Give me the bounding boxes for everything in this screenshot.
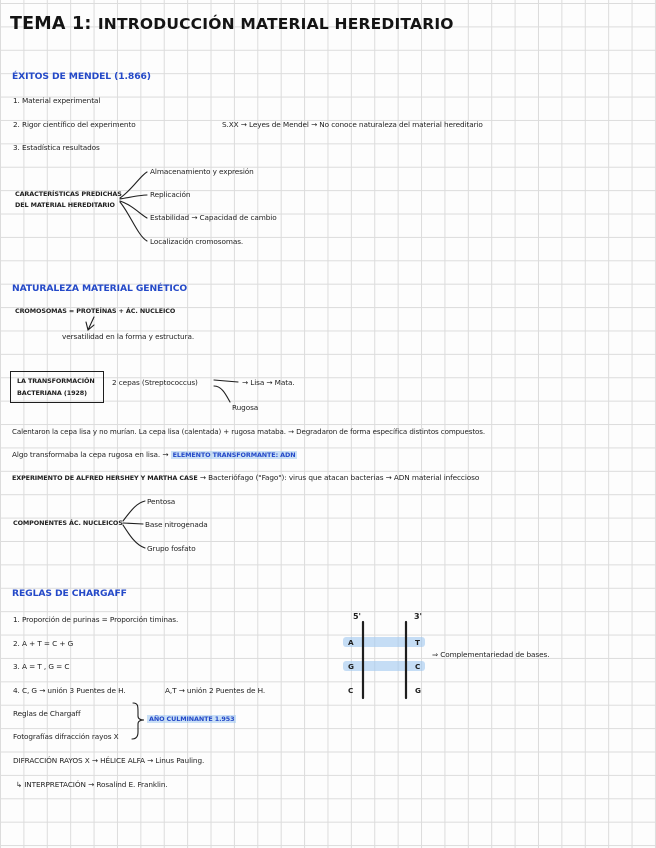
rugosa-text: Rugosa (232, 403, 259, 412)
title-sub: INTRODUCCIÓN MATERIAL HEREDITARIO (97, 15, 454, 33)
cromosomas-arrow (86, 317, 94, 330)
heading-naturaleza: NATURALEZA MATERIAL GENÉTICO (12, 283, 188, 294)
cepas-text: 2 cepas (Streptococcus) (112, 378, 198, 387)
comp-fan-3 (123, 525, 145, 548)
s1-item-2: 2. Rigor científico del experimento (13, 120, 136, 129)
brace-item-2: Fotografías difracción rayos X (13, 732, 119, 741)
chargaff-item-3: 3. A = T , G = C (13, 662, 70, 671)
charac-item-3: Estabilidad → Capacidad de cambio (150, 213, 277, 222)
chargaff-item-4a: 4. C, G → unión 3 Puentes de H. (13, 686, 126, 695)
heading-chargaff: REGLAS DE CHARGAFF (12, 588, 127, 599)
experimento-label: EXPERIMENTO DE ALFRED HERSHEY Y MARTHA CASE (12, 474, 198, 482)
dna-right-g: G (415, 686, 421, 695)
difraccion-line: DIFRACCIÓN RAYOS X → HÉLICE ALFA → Linus Pauling. (13, 756, 205, 765)
experimento-text: → Bacteriófago ("Fago"): virus que atacan bacterias → ADN material infeccioso (199, 473, 480, 482)
fan-line-1 (120, 172, 147, 198)
versatilidad-line: versatilidad en la forma y estructura. (62, 332, 195, 341)
chargaff-item-2: 2. A + T = C + G (13, 639, 74, 648)
dna-right-t: T (415, 638, 420, 647)
chargaff-item-4b: A,T → unión 2 Puentes de H. (165, 686, 266, 695)
comp-item-2: Base nitrogenada (145, 520, 208, 529)
cromosomas-line: CROMOSOMAS = PROTEÍNAS + ÁC. NUCLEICO (15, 307, 176, 315)
comp-item-1: Pentosa (147, 497, 176, 506)
complementariedad-note: ⇒ Complementariedad de bases. (432, 650, 550, 659)
elemento-transformante: ELEMENTO TRANSFORMANTE: ADN (172, 451, 296, 459)
comp-fan-1 (123, 501, 145, 521)
charac-label-2: DEL MATERIAL HEREDITARIO (15, 201, 115, 209)
componentes-label: COMPONENTES ÁC. NUCLEICOS (13, 519, 123, 527)
charac-label-1: CARACTERÍSTICAS PREDICHAS (15, 190, 122, 198)
lisa-arrow-2 (214, 386, 230, 402)
comp-item-3: Grupo fosfato (147, 544, 196, 553)
box-line-1: LA TRANSFORMACIÓN (17, 377, 95, 385)
brace (132, 703, 144, 739)
lisa-arrow-1 (214, 380, 238, 382)
comp-fan-2 (123, 523, 143, 524)
paragraph-calentaron: Calentaron la cepa lisa y no murían. La cepa lisa (calentada) + rugosa mataba. → Degradaron de forma específica distintos compuestos. (12, 427, 485, 436)
brace-item-1: Reglas de Chargaff (13, 709, 81, 718)
fan-line-3 (120, 201, 147, 218)
charac-item-2: Replicación (150, 190, 191, 199)
dna-3prime: 3' (414, 612, 422, 621)
interpretacion-line: ↳ INTERPRETACIÓN → Rosalind E. Franklin. (16, 780, 168, 789)
dna-left-a: A (348, 638, 354, 647)
charac-item-4: Localización cromosomas. (150, 237, 244, 246)
box-line-2: BACTERIANA (1928) (17, 389, 87, 397)
p2-text: Algo transformaba la cepa rugosa en lisa. → (12, 450, 169, 459)
dna-5prime: 5' (353, 612, 361, 621)
heading-exitos-mendel: ÉXITOS DE MENDEL (1.866) (12, 71, 151, 82)
s1-sxx: S.XX → Leyes de Mendel → No conoce naturaleza del material hereditario (222, 120, 483, 129)
anio-culminante: AÑO CULMINANTE 1.953 (149, 715, 235, 723)
s1-item-1: 1. Material experimental (13, 96, 101, 105)
charac-item-1: Almacenamiento y expresión (150, 167, 254, 176)
dna-left-c: C (348, 686, 354, 695)
title-main: TEMA 1: (10, 14, 92, 34)
s1-item-3: 3. Estadística resultados (13, 143, 100, 152)
lisa-text: → Lisa → Mata. (242, 378, 295, 387)
dna-left-g: G (348, 662, 354, 671)
dna-right-c: C (415, 662, 421, 671)
chargaff-item-1: 1. Proporción de purinas = Proporción timinas. (13, 615, 179, 624)
